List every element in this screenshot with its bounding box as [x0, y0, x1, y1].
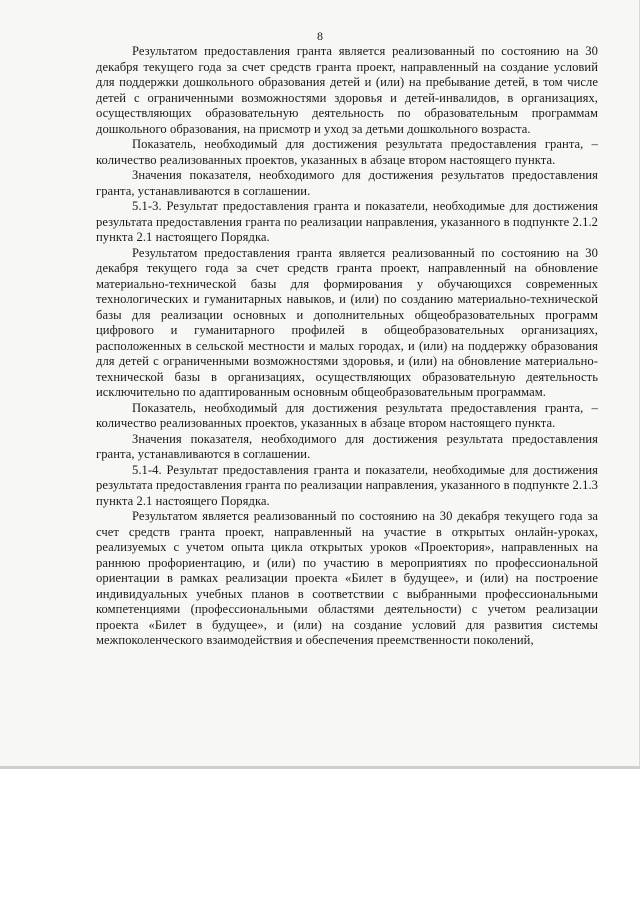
paragraph-indicator-values-1: Значения показателя, необходимого для достижения результатов предоставления гранта, устанавливаются в соглашении.	[96, 168, 598, 198]
paragraph-result-career-guidance: Результатом является реализованный по состоянию на 30 декабря текущего года за счет средств гранта проект, направленный на участие в открытых онлайн-уроках, реализуемых с учетом опыта цикла открытых уроков «Проектория», направленных на раннюю профориентацию, и (или) по участию в мероприятиях по профессиональной ориентации в рамках реализации проекта «Билет в будущее», и (или) на построение индивидуальных учебных планов в соответствии с выбранными профессиональными компетенциями (профессиональными областями деятельности) с учетом реализации проекта «Билет в будущее», и (или) на создание условий для развития системы межпоколенческого взаимодействия и обеспечения преемственности поколений,	[96, 509, 598, 647]
paragraph-indicator-values-2: Значения показателя, необходимого для достижения результата предоставления гранта, устанавливаются в соглашении.	[96, 431, 598, 461]
blank-margin-area	[0, 769, 640, 905]
paragraph-indicator-1: Показатель, необходимый для достижения результата предоставления гранта, – количество реализованных проектов, указанных в абзаце втором настоящего пункта.	[96, 137, 598, 167]
paragraph-result-material-base: Результатом предоставления гранта является реализованный по состоянию на 30 декабря текущего года за счет средств гранта проект, направленный на обновление материально-технической базы для формирования у обучающихся современных технологических и гуманитарных навыков, и (или) по созданию материально-технической базы для реализации основных и дополнительных общеобразовательных программ цифрового и гуманитарного профилей в общеобразовательных организациях, расположенных в сельской местности и малых городах, и (или) на поддержку образования для детей с ограниченными возможностями здоровья, и (или) на обновление материально-технической базы в организациях, осуществляющих образовательную деятельность исключительно по адаптированным основным общеобразовательным программам.	[96, 245, 598, 399]
page-number: 8	[317, 29, 323, 43]
paragraph-section-5-1-4: 5.1-4. Результат предоставления гранта и показатели, необходимые для достижения результата предоставления гранта по реализации направления, указанного в подпункте 2.1.3 пункта 2.1 настоящего Порядка.	[96, 462, 598, 508]
document-text-body	[96, 44, 598, 649]
paragraph-section-5-1-3: 5.1-3. Результат предоставления гранта и показатели, необходимые для достижения результата предоставления гранта по реализации направления, указанного в подпункте 2.1.2 пункта 2.1 настоящего Порядка.	[96, 199, 598, 244]
paragraph-indicator-2: Показатель, необходимый для достижения результата предоставления гранта, – количество реализованных проектов, указанных в абзаце втором настоящего пункта.	[96, 400, 598, 430]
paragraph-result-preschool: Результатом предоставления гранта является реализованный по состоянию на 30 декабря текущего года за счет средств гранта проект, направленный на создание условий для поддержки дошкольного образования детей и (или) на пребывание детей, в том числе детей с ограниченными возможностями здоровья и детей-инвалидов, в организациях, осуществляющих образовательную деятельность по образовательным программам дошкольного образования, на присмотр и уход за детьми дошкольного возраста.	[96, 44, 598, 136]
